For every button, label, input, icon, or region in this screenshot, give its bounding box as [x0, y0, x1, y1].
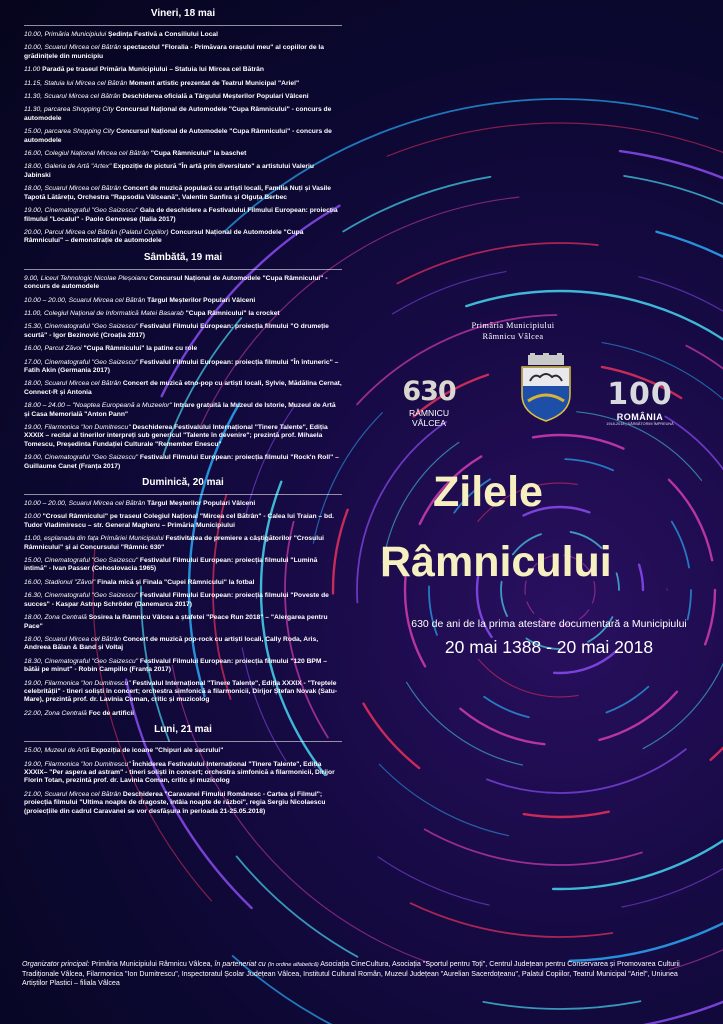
event-time-place: 10.00, Scuarul Mircea cel Bătrân [24, 44, 122, 52]
program-event [24, 380, 342, 397]
event-description: Festivalul Filmului European: proiecția filmului "O drumeție scurtă" - Igor Bezinović (Croația 2017) [24, 323, 329, 339]
event-description: Închiderea Festivalului Internațional "Tinere Talente", Ediția XXXIX– "Per aspera ad astram" - tineri soliști în concert; orchestra simfonică a filarmonicii, Dirijor Florin Totan, prezintă prof. dr. Lavinia Coman, critic și muzicolog [24, 760, 335, 785]
event-description: Deschiderea oficială a Târgului Meșterilor Populari Vâlceni [122, 93, 309, 101]
event-description: Festivitatea de premiere a câștigătorilor "Crosului Râmnicului" și ai Concursului "Râmnic 630" [24, 535, 325, 551]
event-description: Festivalul Filmului European: proiecția filmului "120 BPM – bătăi pe minut" - Robin Campillo (Franța 2017) [24, 657, 328, 674]
event-description: "Cupa Râmnicului" la baschet [150, 150, 247, 158]
event-time-place: 16.00, Colegiul Național Mircea cel Bătrân [24, 150, 149, 158]
event-time-place: 18.00, Zona Centrală [24, 614, 87, 622]
program-event [24, 500, 342, 508]
event-description: Festivalul Internațional "Tinere Talente", Ediția XXXIX - "Treptele celebrității" - tineri soliști în concert; orchestra simfonică a filarmonicii, Dirijor Ștefan Novak (Satu-Mare), prezintă prof. dr. Lavinia Coman, critic și muzicolog [24, 679, 338, 704]
event-description: Concursul Național de Automodele "Cupa Râmnicului" - concurs de automodele [24, 128, 332, 144]
program-event [24, 680, 342, 705]
program-event [24, 557, 342, 574]
day-divider [24, 269, 342, 270]
event-description: Deschiderea "Caravanei Fimului Românesc - Cartea și Filmul"; proiecția filmului "Ultima noapte de dragoste, întâia noapte de război", regia Sergiu Nicolaescu (proiecțiile din cadrul Caravanei se vor desfășura în perioada 21-25.05.2018) [24, 790, 326, 815]
logo-100-caption: ROMÂNIA [616, 412, 664, 422]
event-time-place: 19.00, Cinematograful "Geo Saizescu" [24, 207, 139, 215]
event-description: Expoziție de pictură "În artă prin diversitate" a artistului Valeriu Jabinski [24, 163, 314, 179]
program-event [24, 747, 342, 755]
event-description: Ședința Festivă a Consiliului Local [108, 31, 219, 38]
event-time-place: 11.00, Colegiul Național de Informatică Matei Basarab [24, 309, 184, 317]
event-time-place: 17.00, Cinematograful "Geo Saizescu" [24, 358, 139, 366]
program-event [24, 710, 342, 718]
footer-organizer: Primăria Municipiului Râmnicu Vâlcea [91, 960, 211, 968]
event-time-place: 18.30, Cinematograful "Geo Saizescu" [24, 657, 139, 665]
organizers-footer [22, 960, 702, 989]
day-divider [24, 741, 342, 742]
event-description: Concursul Național de Automodele "Cupa Râmnicului" - concurs de automodele [24, 106, 332, 122]
event-description: Gala de deschidere a Festivalului Filmului European: proiecția filmului "Localul" - Paolo Genovese (Italia 2017) [24, 207, 338, 223]
event-description: Târgul Meșterilor Populari Vâlceni [147, 500, 256, 508]
event-time-place: 19.00, Filarmonica "Ion Dumitrescu" [24, 679, 131, 687]
event-time-place: 10.00 – 20.00, Scuarul Mircea cel Bătrân [24, 500, 146, 508]
title-line1: Zilele [433, 468, 543, 516]
event-time-place: 15.00, parcarea Shopping City [24, 128, 115, 136]
decorative-ring [333, 363, 723, 817]
program-event [24, 658, 342, 675]
coat-of-arms-icon [518, 353, 574, 423]
day-divider [24, 494, 342, 495]
program-event [24, 106, 342, 123]
event-time-place: 20.00, Parcul Mircea cel Bătrân (Palatul Copiilor) [24, 228, 169, 236]
event-description: Festivalul Filmului European: proiecția filmului "Lumină intimă" - Ivan Passer (Cehoslovacia 1965) [24, 557, 318, 573]
logo-100-number: 100 [607, 377, 673, 412]
program-event [24, 150, 342, 158]
event-description: Festivalul Filmului European: proiecția filmului "Poveste de succes" - Kaspar Astrup Schröder (Danemarca 2017) [24, 592, 329, 608]
logo-630-caption: RÂMNICU VÂLCEA [408, 408, 450, 428]
event-description: Concert de muzică pop-rock cu artiști locali, Cally Roda, Aris, Andreea Bălan & Band și Voltaj [24, 635, 319, 652]
event-time-place: 16.30, Cinematograful "Geo Saizescu" [24, 592, 139, 600]
event-time-place: 18.00, Scuarul Mircea cel Bătrân [24, 635, 122, 643]
footer-partners: Asociația CineCultura, Asociația "Sportul pentru Toți", Centrul Județean pentru Conservarea și Promovarea Culturii Tradiționale Vâlcea, Filarmonica "Ion Dumitrescu", Inspectoratul Școlar Județean Vâlcea, Institutul Cultural Român, Muzeul Județean "Aurelian Sacerdoțeanu", Palatul Copiilor, Teatrul Municipal "Ariel", Uniunea Artiștilor Plastici – filiala Vâlcea [22, 960, 680, 988]
event-description: Târgul Meșterilor Populari Vâlceni [147, 296, 256, 304]
event-description: Sosirea la Râmnicu Vâlcea a ștafetei "Peace Run 2018" – "Alergarea pentru Pace" [24, 614, 328, 630]
program-event [24, 636, 342, 653]
program-event [24, 31, 342, 39]
event-time-place: 22.00, Zona Centrală [24, 709, 87, 717]
logo-630 [393, 376, 465, 428]
day-heading: Vineri, 18 mai [150, 8, 216, 19]
footer-order-note: (în ordine alfabetică) [267, 962, 319, 968]
program-event [24, 44, 342, 61]
event-time-place: 18.00, Galeria de Artă "Artex" [24, 163, 112, 171]
day-heading: Duminică, 20 mai [142, 477, 224, 489]
program-event [24, 535, 342, 552]
program-event [24, 229, 342, 246]
program-event [24, 128, 342, 145]
event-description: "Cupa Râmnicului" la patine cu role [83, 345, 198, 353]
event-description: "Cupa Râmnicului" la crocket [185, 309, 280, 317]
event-description: Moment artistic prezentat de Teatrul Municipal "Ariel" [129, 79, 300, 87]
day-section [24, 477, 342, 718]
footer-label: Organizator principal: [22, 960, 90, 968]
event-time-place: 19.00, Filarmonica "Ion Dumitrescu" [24, 424, 131, 431]
event-time-place: 10.00, Primăria Municipiului [24, 31, 107, 38]
city-hall-line2: Râmnicu Vâlcea [482, 332, 544, 341]
program-event [24, 297, 342, 305]
program-event [24, 761, 342, 786]
city-hall-header [468, 320, 558, 342]
program-event [24, 310, 342, 318]
event-description: Concursul Național de Automodele "Cupa Râmnicului" - concurs de automodele [24, 274, 328, 291]
logo-romania-100 [594, 377, 686, 427]
program-event [24, 80, 342, 88]
decorative-ring [381, 411, 723, 769]
event-time-place: 19.00, Cinematograful "Geo Saizescu" [24, 454, 139, 462]
event-time-place: 11.15, Statuia lui Mircea cel Bătrân [24, 79, 128, 87]
footer-partner-label: , în parteneriat cu [210, 960, 266, 968]
day-heading: Luni, 21 mai [154, 724, 212, 736]
event-time-place: 21.00, Scuarul Mircea cel Bătrân [24, 790, 122, 798]
event-description: Concert de muzică populară cu artiști locali, Familia Nuți și Vasile Tapotă Lătărețu, Orchestra "Rapsodia Vâlceană", Valentin Sanfira și Olguța Berbec [24, 185, 332, 201]
program-event [24, 207, 342, 224]
event-description: Foc de artificii [88, 709, 135, 717]
program-event [24, 579, 342, 587]
event-time-place: 15.00, Cinematograful "Geo Saizescu" [24, 557, 139, 565]
program-event [24, 275, 342, 292]
program-event [24, 185, 342, 202]
program-event [24, 402, 342, 419]
day-section [24, 724, 342, 816]
event-time-place: 15.00, Muzeul de Artă [24, 747, 90, 755]
event-time-place: 18.00, Scuarul Mircea cel Bătrân [24, 185, 122, 193]
event-time-place: 18.00 – 24.00 – "Noaptea Europeană a Muzeelor" [24, 402, 172, 410]
program-event [24, 614, 342, 631]
event-time-place: 16.00, Stadionul "Zăvoi" [24, 578, 96, 586]
program-event [24, 66, 342, 74]
title-dates: 20 mai 1388 - 20 mai 2018 [444, 637, 654, 657]
program-column [24, 8, 342, 822]
event-time-place: 9.00, Liceul Tehnologic Nicolae Pleșoianu [24, 274, 148, 282]
event-description: Expoziția de icoane "Chipuri ale sacrului" [91, 747, 224, 755]
program-event [24, 93, 342, 101]
program-event [24, 791, 342, 816]
event-description: "Crosul Râmnicului" pe traseul Colegiul Național "Mircea cel Bătrân" - Calea lui Traian – bd. Tudor Vladimirescu – str. General Magheru – Primăria Municipiului [24, 513, 335, 529]
event-time-place: 11.30, Scuarul Mircea cel Bătrân [24, 93, 121, 101]
event-description: spectacolul "Floralia - Primăvara orașului meu" al copiilor de la grădinițele din municipiu [24, 44, 324, 60]
program-event [24, 513, 342, 530]
event-time-place: 19.00, Filarmonica "Ion Dumitrescu" [24, 760, 131, 768]
title-subtitle: 630 de ani de la prima atestare documentară a Municipiului [411, 618, 687, 630]
event-time-place: 16.00, Parcul Zăvoi [24, 345, 82, 353]
program-event [24, 592, 342, 609]
day-section [24, 8, 342, 246]
event-time-place: 10.00 [24, 513, 41, 521]
program-event [24, 323, 342, 340]
city-hall-line1: Primăria Municipiului [471, 321, 555, 330]
event-description: Paradă pe traseul Primăria Municipiului – Statuia lui Mircea cel Bătrân [42, 66, 264, 74]
program-event [24, 345, 342, 353]
event-description: Festivalul Filmului European: proiecția filmului "Rock'n Roll" – Guillaume Canet (Franța 2017) [24, 454, 339, 470]
day-heading: Sâmbătă, 19 mai [143, 251, 223, 263]
title-line2: Râmnicului [380, 538, 612, 586]
event-time-place: 10.00 – 20.00, Scuarul Mircea cel Bătrân [24, 296, 146, 304]
program-event [24, 359, 342, 376]
event-description: Finala mică și Finala "Cupei Râmnicului" la fotbal [97, 578, 255, 586]
event-time-place: 11.30, parcarea Shopping City [24, 106, 114, 114]
event-description: Deschiderea Festivalului Internațional "Tinere Talente", Ediția XXXIX – recital al tinerilor interpreți sub genericul "Talente în devenire"; prezintă prof. Mihaela Tomescu, Președinta Fundației Culturale "Remember Enescu" [24, 424, 328, 448]
day-section [24, 252, 342, 471]
program-event [24, 163, 342, 180]
event-description: Concert de muzică etno-pop cu artiști locali, Sylvie, Mădălina Cernat, Connect-R și Antonia [24, 380, 342, 396]
event-description: Festivalul Filmului European: proiecția filmului "În întuneric" – Fatih Akin (Germania 2017) [24, 358, 339, 374]
day-divider [24, 25, 342, 26]
event-description: Intrare gratuită la Muzeul de Istorie, Muzeul de Artă și Casa Memorială "Anton Pann" [24, 402, 336, 418]
program-event [24, 454, 342, 471]
logo-100-subcaption: 1918-2018 | SĂRBĂTORIM ÎMPREUNĂ [606, 422, 674, 426]
program-event [24, 424, 342, 449]
event-time-place: 11.00 [24, 66, 41, 74]
event-time-place: 11.00, esplanada din fața Primăriei Municipiului [24, 535, 164, 543]
event-time-place: 15.30, Cinematograful "Geo Saizescu" [24, 323, 139, 331]
event-time-place: 18.00, Scuarul Mircea cel Bătrân [24, 380, 122, 388]
logo-630-number: 630 [402, 376, 456, 407]
event-description: Concursul Național de Automodele "Cupa Râmnicului" – demonstrație de automodele [24, 228, 304, 245]
